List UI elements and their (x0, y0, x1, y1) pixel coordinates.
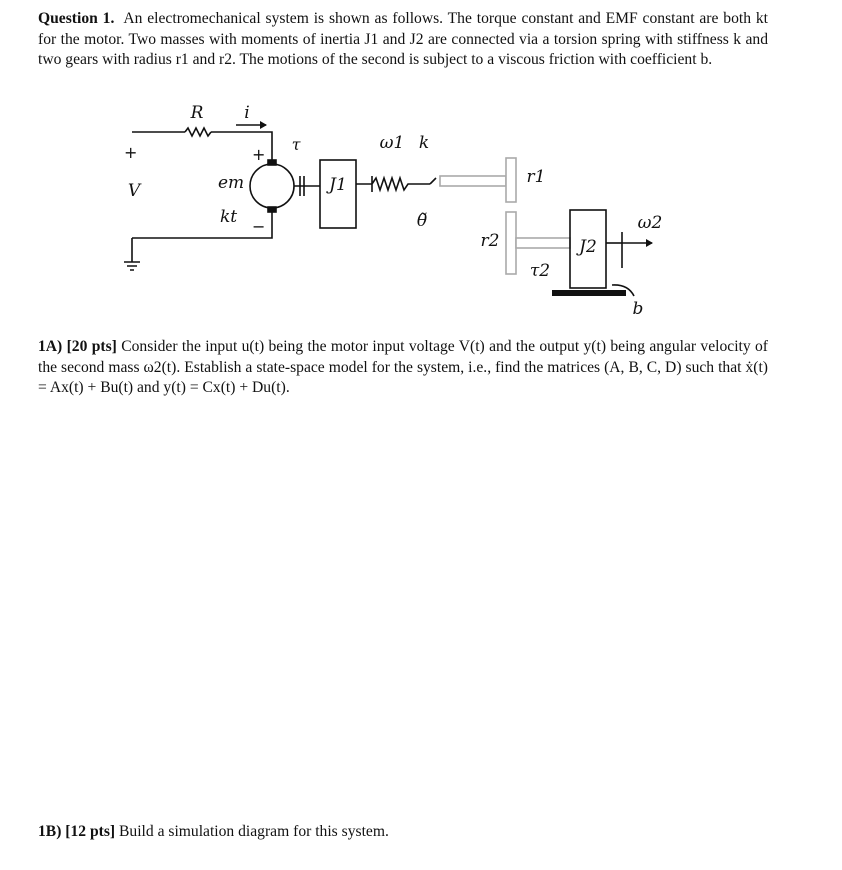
friction-label-b: b (632, 299, 644, 319)
torsion-spring-k (356, 176, 430, 192)
motor-terminal-top (268, 160, 276, 165)
ground-symbol (124, 262, 140, 270)
J1-label: J1 (329, 175, 347, 195)
r1-label: r1 (526, 167, 546, 187)
motor-plus: + (252, 145, 266, 164)
voltage-label-V: V (127, 181, 141, 201)
part-1a-label: 1A) (38, 338, 63, 355)
resistor-label-R: R (190, 103, 204, 123)
part-1b-text: Build a simulation diagram for this system. (119, 823, 389, 840)
torque-label-tau: τ (291, 135, 301, 154)
gear2-shaft (516, 238, 570, 248)
motor-terminal-bottom (268, 207, 276, 212)
emf-label-em: em (218, 173, 245, 193)
omega2-label: ω2 (637, 213, 663, 233)
tau2-label: τ2 (529, 261, 551, 281)
motor-circle (250, 164, 294, 208)
motor-minus: − (252, 217, 266, 236)
theta-tilde-label: θ̃ (416, 211, 428, 231)
stiffness-label-k: k (418, 133, 430, 153)
resistor-R (185, 128, 211, 136)
r2-label: r2 (480, 231, 500, 251)
J2-label: J2 (579, 237, 597, 257)
part-1a-points: [20 pts] (66, 338, 117, 355)
spring-end (430, 178, 436, 184)
omega1-label: ω1 (379, 133, 405, 153)
kt-label: kt (220, 207, 238, 227)
gear-r2 (506, 212, 516, 274)
circuit-bottom-wire (132, 210, 272, 238)
current-label-i: i (244, 103, 250, 123)
part-1a (38, 337, 768, 399)
part-1b (38, 822, 768, 843)
question-text: An electromechanical system is shown as follows. The torque constant and EMF constant are both kt for the motor. Two masses with moments of inertia J1 and J2 are connected via a torsion spring with stiffness k and two gears with radius r1 and r2. The motions of the second is subject to a viscous friction with coefficient b. (38, 10, 768, 68)
question-heading: Question 1. (38, 10, 115, 27)
gear1-shaft (440, 176, 506, 186)
part-1b-points: [12 pts] (65, 823, 116, 840)
electromechanical-diagram (0, 0, 842, 330)
gear-r1 (506, 158, 516, 202)
friction-damper-b (552, 290, 626, 296)
part-1a-text: Consider the input u(t) being the motor input voltage V(t) and the output y(t) being angular velocity of the second mass ω2(t). Establish a state-space model for the system, i.e., find the matrices (A, B, C, D) such that ẋ(t) = Ax(t) + Bu(t) and y(t) = Cx(t) + Du(t). (38, 338, 768, 396)
source-plus: + (124, 143, 138, 162)
part-1b-label: 1B) (38, 823, 62, 840)
